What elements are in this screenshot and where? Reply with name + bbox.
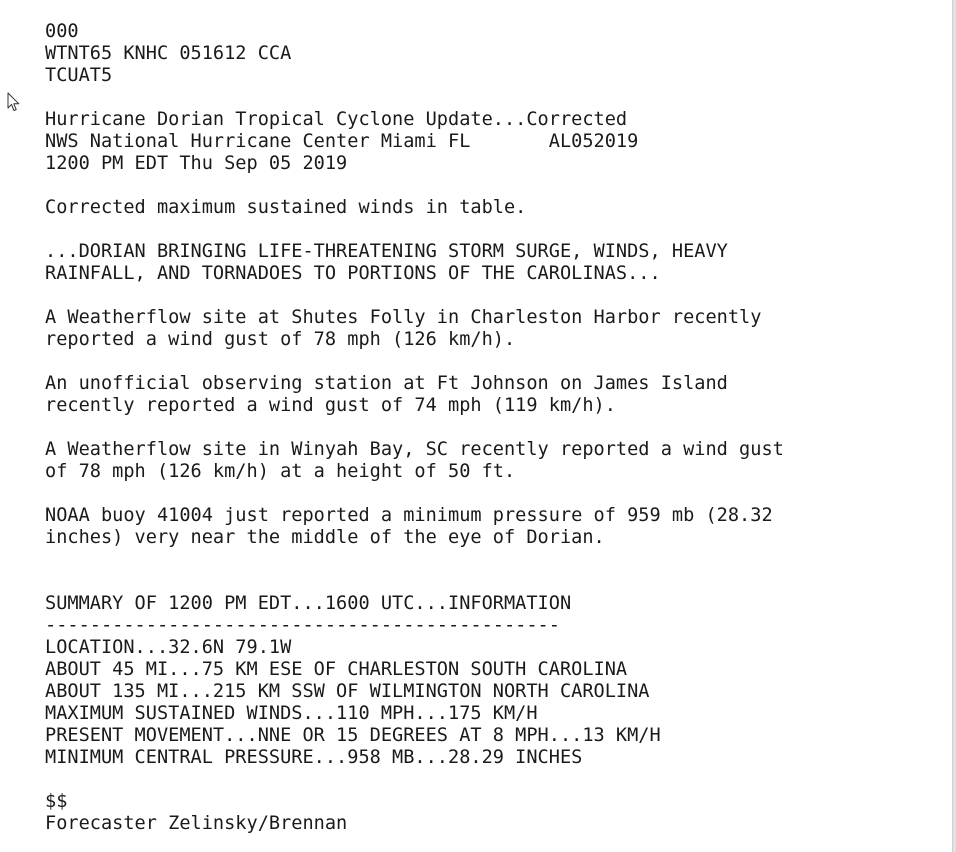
text-line: A Weatherflow site at Shutes Folly in Charleston Harbor recently (45, 307, 762, 328)
text-line (45, 351, 784, 373)
text-line: PRESENT MOVEMENT...NNE OR 15 DEGREES AT 8 MPH...13 KM/H (45, 725, 661, 746)
text-line: WTNT65 KNHC 051612 CCA (45, 43, 292, 64)
text-line: 000 (45, 21, 79, 42)
text-line (45, 483, 784, 505)
text-line: ---------------------------------------------- (45, 615, 560, 636)
text-line: reported a wind gust of 78 mph (126 km/h). (45, 329, 516, 350)
text-line: MINIMUM CENTRAL PRESSURE...958 MB...28.29 INCHES (45, 747, 583, 768)
text-line: inches) very near the middle of the eye of Dorian. (45, 527, 605, 548)
text-line: Hurricane Dorian Tropical Cyclone Update...Corrected (45, 109, 628, 130)
text-line: ABOUT 135 MI...215 KM SSW OF WILMINGTON NORTH CAROLINA (45, 681, 650, 702)
text-line: NWS National Hurricane Center Miami FL AL052019 (45, 131, 639, 152)
text-line: RAINFALL, AND TORNADOES TO PORTIONS OF THE CAROLINAS... (45, 263, 661, 284)
text-line: MAXIMUM SUSTAINED WINDS...110 MPH...175 KM/H (45, 703, 538, 724)
text-line: TCUAT5 (45, 65, 113, 86)
advisory-text (45, 21, 784, 835)
text-line: SUMMARY OF 1200 PM EDT...1600 UTC...INFORMATION (45, 593, 572, 614)
text-line: 1200 PM EDT Thu Sep 05 2019 (45, 153, 348, 174)
text-line: $$ (45, 791, 68, 812)
text-line: A Weatherflow site in Winyah Bay, SC recently reported a wind gust (45, 439, 784, 460)
text-line: ABOUT 45 MI...75 KM ESE OF CHARLESTON SOUTH CAROLINA (45, 659, 628, 680)
text-line: ...DORIAN BRINGING LIFE-THREATENING STORM SURGE, WINDS, HEAVY (45, 241, 728, 262)
text-line (45, 285, 784, 307)
text-line: recently reported a wind gust of 74 mph (119 km/h). (45, 395, 616, 416)
text-line: NOAA buoy 41004 just reported a minimum pressure of 959 mb (28.32 (45, 505, 773, 526)
mouse-pointer-icon (7, 92, 21, 112)
text-line (45, 87, 784, 109)
text-line: LOCATION...32.6N 79.1W (45, 637, 292, 658)
window-edge (952, 0, 956, 852)
text-line (45, 417, 784, 439)
text-line: of 78 mph (126 km/h) at a height of 50 ft. (45, 461, 516, 482)
text-line (45, 769, 784, 791)
text-line: Corrected maximum sustained winds in table. (45, 197, 527, 218)
text-line: Forecaster Zelinsky/Brennan (45, 813, 348, 834)
text-line: An unofficial observing station at Ft Johnson on James Island (45, 373, 728, 394)
text-line (45, 175, 784, 197)
text-line (45, 549, 784, 571)
text-line (45, 219, 784, 241)
text-line (45, 571, 784, 593)
